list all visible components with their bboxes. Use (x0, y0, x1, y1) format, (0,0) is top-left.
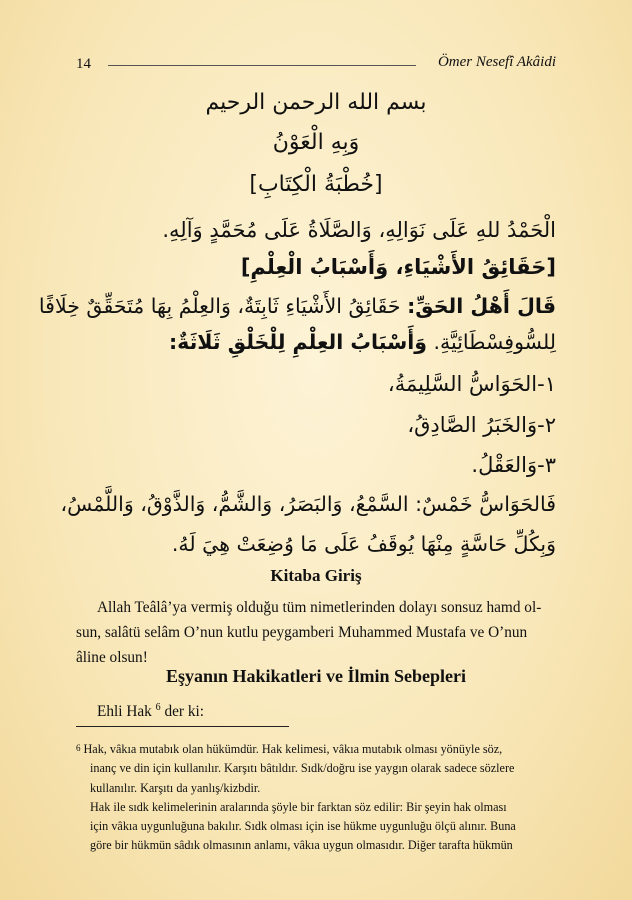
header-rule (108, 65, 416, 66)
section-heading-esyanin-hakikatleri: Eşyanın Hakikatleri ve İlmin Sebepleri (165, 666, 467, 686)
paragraph-line: Allah Teâlâ’ya vermiş olduğu tüm nimetlerinden dolayı sonsuz hamd ol- (97, 599, 542, 616)
ehli-hak-text: Ehli Hak (97, 703, 156, 721)
page-header (76, 54, 556, 78)
arabic-hawas-line: فَالحَوَاسُّ خَمْسٌ: السَّمْعُ، وَالبَصَرُ، وَالشَّمُّ، وَالذَّوْقُ، وَاللَّمْسُ، (60, 492, 556, 516)
arabic-qala-bold: قَالَ أَهْلُ الحَقِّ: (407, 294, 556, 318)
arabic-list-item: ٢-وَالخَبَرُ الصَّادِقُ، (407, 413, 556, 437)
arabic-asbab-bold: وَأَسْبَابُ العِلْمِ لِلْخَلْقِ ثَلَاثَةٌ: (168, 330, 428, 354)
footnote-reference: 6 (155, 702, 161, 713)
kitaba-giris-paragraph (76, 595, 556, 670)
section-heading-kitaba-giris: Kitaba Giriş (270, 566, 362, 585)
arabic-list-item: ١-الحَوَاسُّ السَّلِيمَةُ، (387, 372, 556, 396)
footnote-mark: 6 (76, 743, 81, 753)
arabic-asbab-line (60, 330, 556, 354)
footnote-line (76, 739, 556, 759)
page-number: 14 (76, 56, 91, 72)
arabic-qala-line (38, 294, 556, 318)
paragraph-line (76, 695, 556, 724)
paragraph-line: âline olsun! (76, 649, 148, 666)
arabic-bihi-al-awn: وَبِهِ الْعَوْنُ (272, 130, 360, 155)
footnote-block (76, 739, 556, 856)
arabic-list-item: ٣-وَالعَقْلُ. (471, 453, 556, 477)
arabic-hawas-line: وَبِكُلِّ حَاسَّةٍ مِنْهَا يُوقَفُ عَلَى مَا وُضِعَتْ هِيَ لَهُ. (171, 532, 556, 556)
footnote-line: için vâkıa uygunluğuna bakılır. Sıdk olması için ise hükme uygunluğu ölçü alınır. Buna (90, 819, 516, 834)
arabic-sufestaiyya: لِلسُّوفِسْطَائِيَّةِ. (427, 330, 556, 354)
footnote-line: kullanılır. Karşıtı da yanlış/kizbdir. (90, 780, 261, 795)
arabic-basmala: بسم الله الرحمن الرحيم (205, 90, 427, 115)
footnote-rule (76, 726, 289, 727)
der-ki-text: der ki: (160, 703, 204, 721)
footnote-text: Hak, vâkıa mutabık olan hükümdür. Hak kelimesi, vâkıa mutabık olması yönüyle söz, (83, 742, 503, 756)
ehli-hak-paragraph (76, 695, 556, 724)
arabic-khutbat-al-kitab: [خُطْبَةُ الْكِتَابِ] (249, 172, 383, 197)
arabic-haqaiq-title: [حَقَائِقُ الأَشْيَاءِ، وَأَسْبَابُ الْعِلْمِ] (240, 255, 556, 279)
running-title: Ömer Nesefî Akâidi (437, 54, 556, 70)
arabic-hamd-line: الْحَمْدُ للهِ عَلَى نَوَالِهِ، وَالصَّلَاةُ عَلَى مُحَمَّدٍ وَآلِهِ. (162, 218, 556, 242)
arabic-qala-rest: حَقَائِقُ الأَشْيَاءِ ثَابِتَةٌ، وَالعِلْمُ بِهَا مُتَحَقِّقٌ خِلَافًا (38, 294, 408, 318)
footnote-line: göre bir hükmün sâdık olmasının anlamı, vâkıa uygun olmasıdır. Diğer tarafta hükmün (90, 838, 513, 853)
paragraph-line: sun, salâtü selâm O’nun kutlu peygamberi Muhammed Mustafa ve O’nun (76, 624, 528, 641)
footnote-line: Hak ile sıdk kelimelerinin aralarında şöyle bir farktan söz edilir: Bir şeyin hak olması (90, 799, 507, 814)
footnote-line: inanç ve din için kullanılır. Karşıtı bâtıldır. Sıdk/doğru ise yaygın olarak sadece sözlere (90, 761, 515, 776)
